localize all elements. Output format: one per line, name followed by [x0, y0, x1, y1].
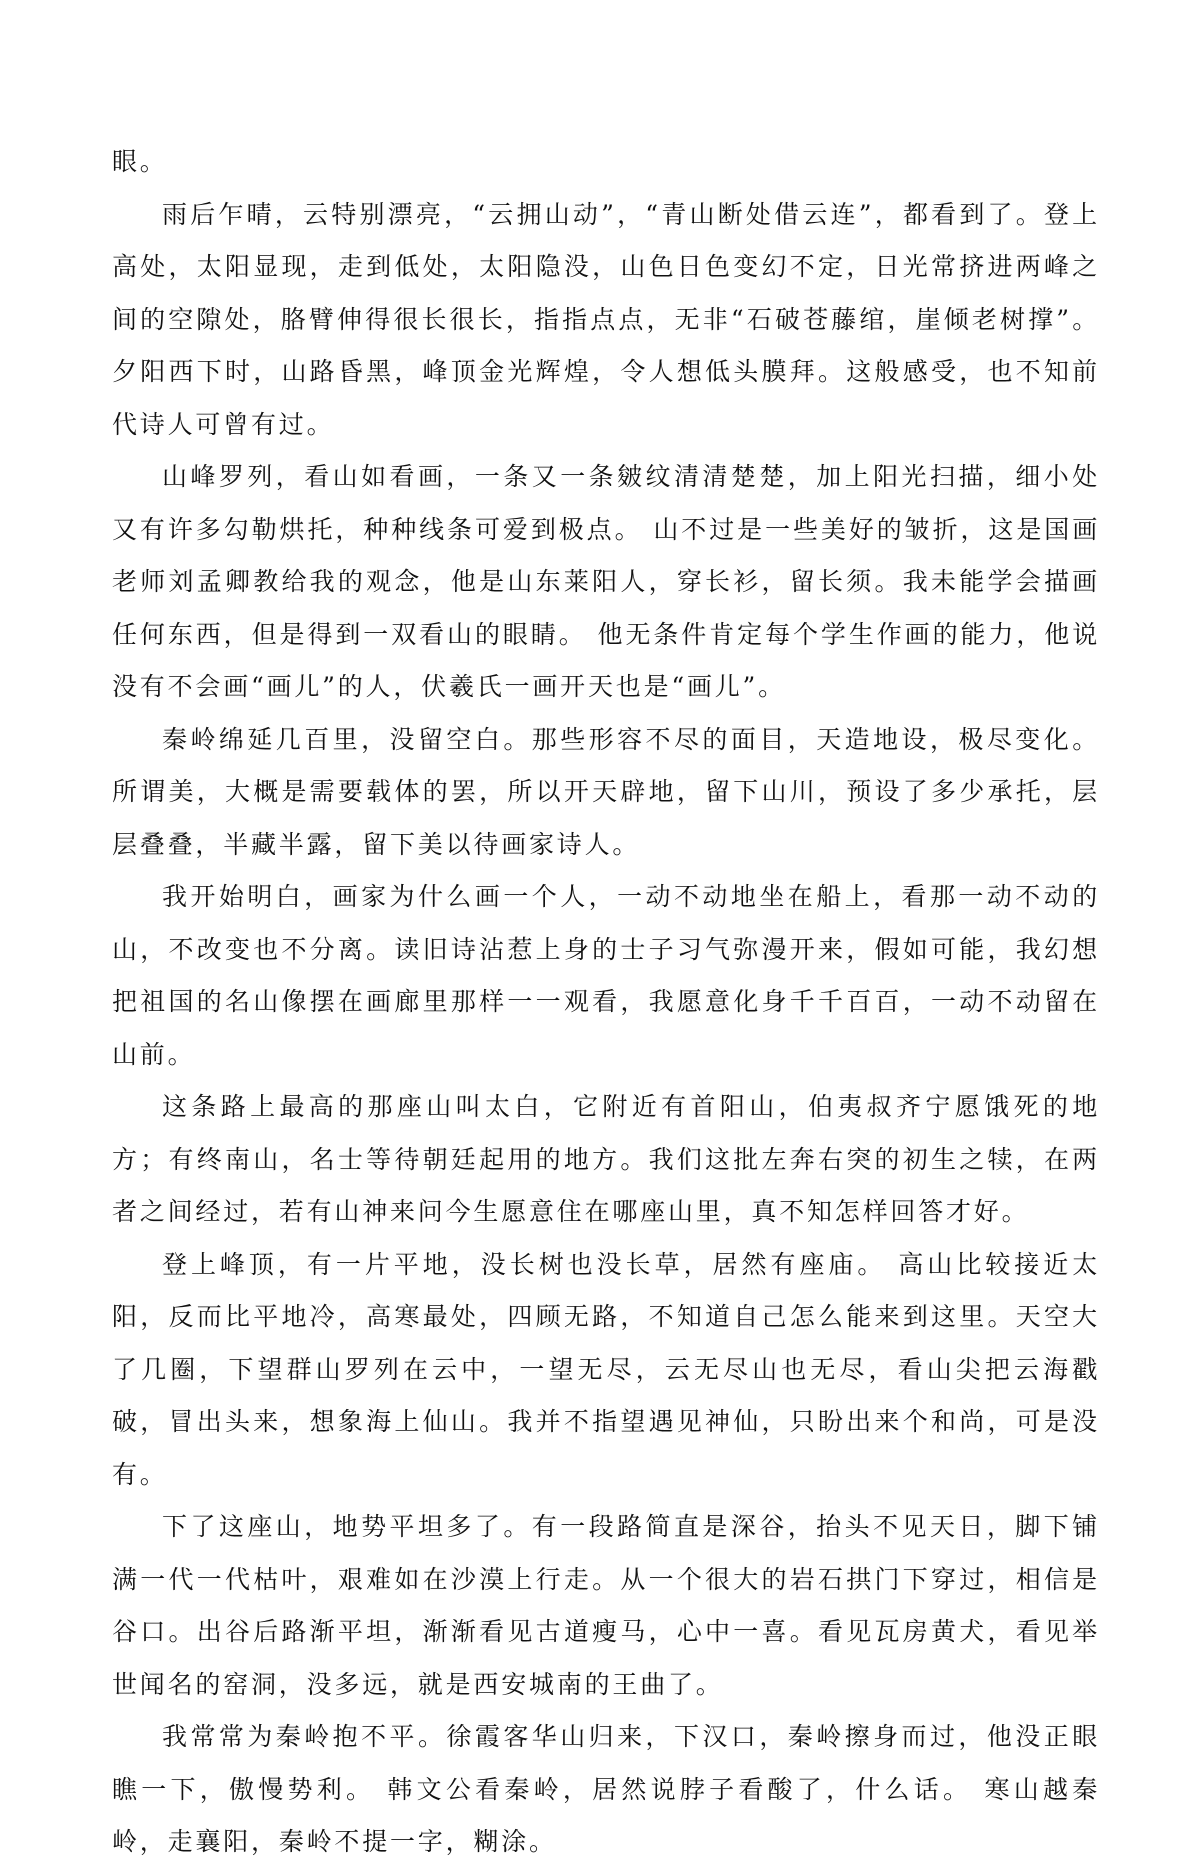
- paragraph-2: 雨后乍晴，云特别漂亮，“云拥山动”，“青山断处借云连”，都看到了。登上高处，太阳显现，走到低处，太阳隐没，山色日色变幻不定，日光常挤进两峰之间的空隙处，胳臂伸得很长很长，指指点点，无非“石破苍藤绾，崖倾老树撑”。夕阳西下时，山路昏黑，峰顶金光辉煌，令人想低头膜拜。这般感受，也不知前代诗人可曾有过。: [112, 199, 1100, 439]
- paragraph-6: 这条路上最高的那座山叫太白，它附近有首阳山，伯夷叔齐宁愿饿死的地方；有终南山，名士等待朝廷起用的地方。我们这批左奔右突的初生之犊，在两者之间经过，若有山神来问今生愿意住在哪座山里，真不知怎样回答才好。: [112, 1092, 1100, 1226]
- paragraph-3: 山峰罗列，看山如看画，一条又一条皴纹清清楚楚，加上阳光扫描，细小处又有许多勾勒烘托，种种线条可爱到极点。 山不过是一些美好的皱折，这是国画老师刘孟卿教给我的观念，他是山东莱阳人，穿长衫，留长须。我未能学会描画任何东西，但是得到一双看山的眼睛。 他无条件肯定每个学生作画的能力，他说没有不会画“画儿”的人，伏羲氏一画开天也是“画儿”。: [112, 462, 1100, 701]
- paragraph-4: 秦岭绵延几百里，没留空白。那些形容不尽的面目，天造地设，极尽变化。所谓美，大概是需要载体的罢，所以开天辟地，留下山川，预设了多少承托，层层叠叠，半藏半露，留下美以待画家诗人。: [112, 724, 1100, 859]
- paragraph-5: 我开始明白，画家为什么画一个人，一动不动地坐在船上，看那一动不动的山，不改变也不分离。读旧诗沾惹上身的士子习气弥漫开来，假如可能，我幻想把祖国的名山像摆在画廊里那样一一观看，我愿意化身千千百百，一动不动留在山前。: [112, 882, 1100, 1069]
- paragraph-8: 下了这座山，地势平坦多了。有一段路简直是深谷，抬头不见天日，脚下铺满一代一代枯叶，艰难如在沙漠上行走。从一个很大的岩石拱门下穿过，相信是谷口。出谷后路渐平坦，渐渐看见古道瘦马，心中一喜。看见瓦房黄犬，看见举世闻名的窑洞，没多远，就是西安城南的王曲了。: [112, 1512, 1100, 1699]
- article-body: [112, 136, 1100, 1869]
- paragraph-1: 眼。: [112, 147, 168, 176]
- paragraph-7: 登上峰顶，有一片平地，没长树也没长草，居然有座庙。 高山比较接近太阳，反而比平地冷，高寒最处，四顾无路，不知道自己怎么能来到这里。天空大了几圈，下望群山罗列在云中，一望无尽，云无尽山也无尽，看山尖把云海戳破，冒出头来，想象海上仙山。我并不指望遇见神仙，只盼出来个和尚，可是没有。: [112, 1249, 1100, 1489]
- paragraph-9: 我常常为秦岭抱不平。徐霞客华山归来，下汉口，秦岭擦身而过，他没正眼瞧一下，傲慢势利。 韩文公看秦岭，居然说脖子看酸了，什么话。 寒山越秦岭，走襄阳，秦岭不提一字，糊涂。: [112, 1722, 1100, 1856]
